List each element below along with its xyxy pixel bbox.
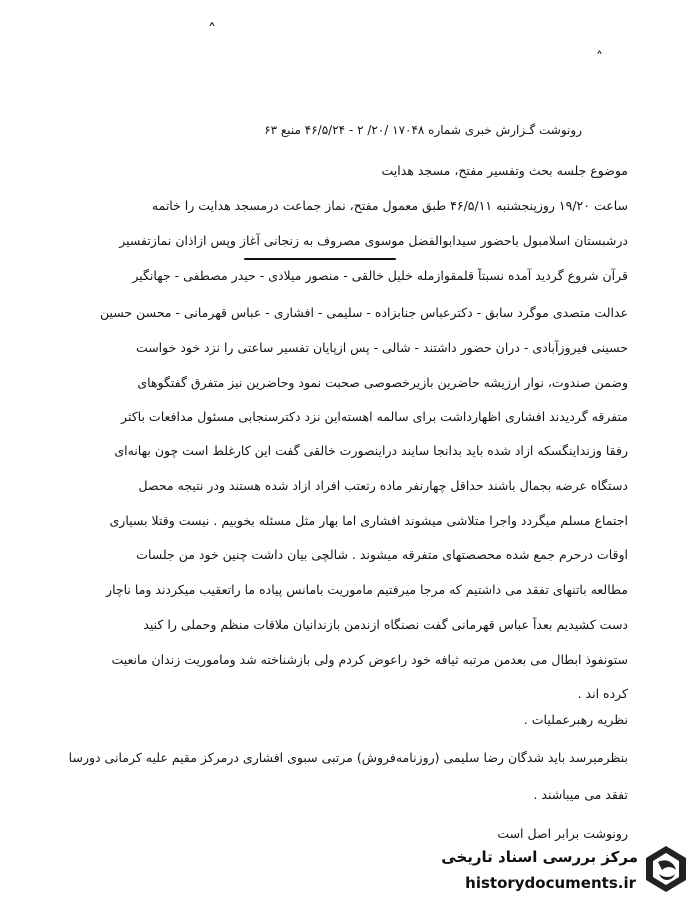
report-header: رونوشت گـزارش خبری شماره ۱۷۰۴۸ /۲۰/ ۲ - ۴۶/۵/۲۴ منبع ۶۳ [264,123,582,137]
body-line: دست کشیدیم بعداً عباس قهرمانی گفت نصنگاه ازندمن بازندانیان ملاقات منظم وحملی را کنید [143,617,628,632]
body-line: قرآن شروع گردید آمده نسبتاً قلمقوازمله خلیل خالقی - منصور میلادی - حیدر مصطفی - جهانگیر [132,268,628,283]
copy-certification: رونوشت برابر اصل است [497,826,628,841]
body-line: عدالت متصدی موگرد سابق - دکترعباس جنابزاده - سلیمی - افشاری - عباس قهرمانی - محسن حسین [99,305,628,320]
body-line: ستونفوذ ابطال می بعدمن مرتبه ثیافه خود راعوض کردم ولی بازشناخته شد وماموریت زندان مانعیت [111,652,628,667]
opinion-line-2: تفقد می میباشند . [533,787,628,802]
body-line: کرده اند . [577,686,628,701]
opinion-heading: نظریه رهبرعملیات . [523,712,628,727]
opinion-line-1: بنظرمیرسد باید شدگان رضا سلیمی (روزنامه‌فروش) مرتبی سبوی افشاری درمرکز مقیم علیه کرمانی دورسا [68,750,628,765]
archive-seal [410,838,694,900]
body-line: وضمن صندوت، نوار ارزیشه حاضرین بازیرخصوصی صحبت نمود وحاضرین نیز متفرق گفتگوهای [137,375,628,390]
archive-seal-icon [644,844,688,894]
seal-title: مرکز بررسی اسناد تاریخی [441,848,638,866]
body-line: دستگاه عرضه بجمال باشند حداقل چهارنفر ماده رتعتب افراد ازاد شده هستند ودر نتیجه محصل [138,478,628,493]
seal-url: historydocuments.ir [465,874,636,892]
body-line: مطالعه باتنهای تفقد می داشتیم که مرجا میرفتیم ماموریت بامانس پیاده ما راتعقیب میکردند وما ناچار [106,582,628,597]
top-scan-mark-2: ˄ [596,50,603,66]
report-subject: موضوع جلسه بحث وتفسیر مفتح، مسجد هدایت [381,163,628,178]
body-line: ساعت ۱۹/۲۰ روزپنجشنبه ۴۶/۵/۱۱ طبق معمول مفتح، نماز جماعت درمسجد هدایت را خاتمه [151,198,628,213]
top-scan-mark: ˄ [208,20,216,39]
body-line: اجتماع مسلم میگردد واجرا متلاشی میشوند افشاری اما بهار مثل مسئله بخوبیم . نیست وقتلا بسیاری [109,513,628,528]
body-line: متفرقه گردیدند افشاری اظهارداشت برای سالمه اهسته‌این نزد دکترسنجابی مسئول مدافعات باکثر [121,409,628,424]
body-line: درشبستان اسلامبول باحضور سیدابوالفضل موسوی مصروف به زنجانی آغاز وپس ازاذان نمازتفسیر [119,233,628,248]
body-line: حسینی فیروزآبادی - دران حضور داشتند - شالی - پس ازپایان تفسیر ساعتی را نزد خود خواست [135,340,628,355]
body-line: رفقا وزنداینگسکه ازاد شده باید بدانجا سایند دراینصورت خالقی گفت این کارغلط است چون بهانه‌ای [114,443,628,458]
handwritten-underline [244,258,396,260]
body-line: اوقات درحرم جمع شده محصصتهای متفرقه میشوند . شالچی بیان داشت چنین خود من جلسات [136,547,628,562]
